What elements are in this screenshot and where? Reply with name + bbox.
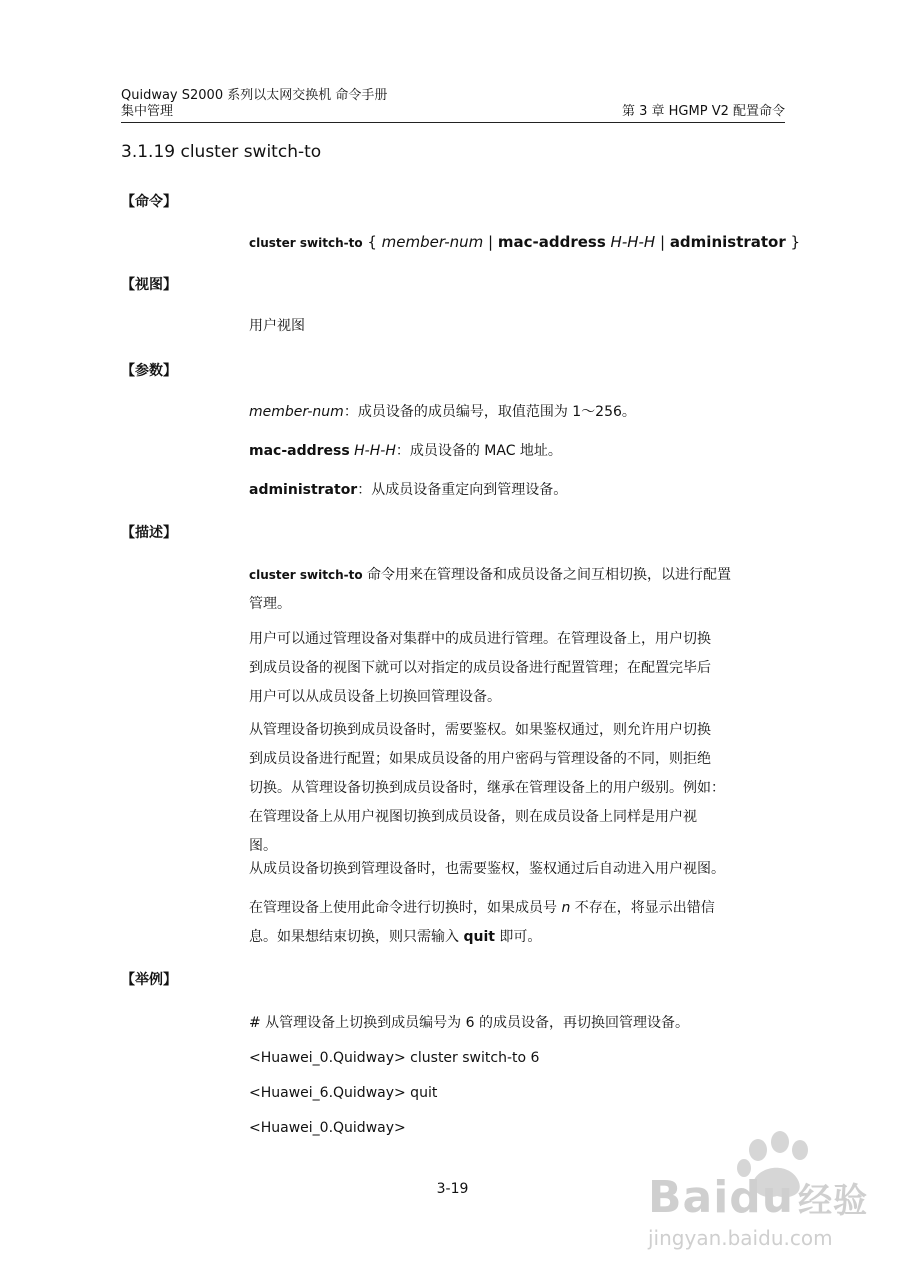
description-p5 xyxy=(249,894,785,952)
param-name: member-num xyxy=(249,404,344,420)
watermark-brand: Baidu xyxy=(648,1172,795,1223)
brace-close: } xyxy=(785,233,801,251)
header-chapter-right: 第 3 章 HGMP V2 配置命令 xyxy=(621,104,785,119)
command-syntax xyxy=(249,233,800,252)
desc-quit-keyword: quit xyxy=(463,929,495,945)
param-desc: ：成员设备的 MAC 地址。 xyxy=(395,443,562,459)
desc-line: 图。 xyxy=(249,838,277,854)
param-desc: ：成员设备的成员编号，取值范围为 1～256。 xyxy=(343,404,636,420)
section-example-heading: 【举例】 xyxy=(121,972,177,988)
header-rule xyxy=(121,122,785,123)
watermark-brand-cn: 经验 xyxy=(798,1181,869,1221)
desc-text: 在管理设备上使用此命令进行切换时，如果成员号 xyxy=(249,900,562,916)
section-description-heading: 【描述】 xyxy=(121,525,177,541)
param-name: administrator xyxy=(249,482,358,498)
example-line: <Huawei_6.Quidway> quit xyxy=(249,1085,438,1101)
param-mac-address xyxy=(249,442,562,460)
desc-line: 用户可以通过管理设备对集群中的成员进行管理。在管理设备上，用户切换 xyxy=(249,631,711,647)
description-p3 xyxy=(249,716,785,861)
desc-text: 息。如果想结束切换，则只需输入 xyxy=(249,929,464,945)
arg-member-num: member-num xyxy=(381,233,484,251)
desc-line: 到成员设备的视图下就可以对指定的成员设备进行配置管理；在配置完毕后 xyxy=(249,660,711,676)
desc-text: 不存在，将显示出错信 xyxy=(570,900,715,916)
desc-keyword: cluster switch-to xyxy=(249,568,363,582)
example-line: <Huawei_0.Quidway> xyxy=(249,1120,406,1136)
kw-administrator: administrator xyxy=(669,233,786,251)
brace-open: { xyxy=(362,233,382,251)
header-chapter-left: 集中管理 xyxy=(121,104,174,119)
desc-line: 管理。 xyxy=(249,596,291,612)
param-name: mac-address xyxy=(249,443,350,459)
desc-line: 用户可以从成员设备上切换回管理设备。 xyxy=(249,689,501,705)
section-title: 3.1.19 cluster switch-to xyxy=(121,142,322,162)
separator: | xyxy=(655,233,670,251)
page-number: 3-19 xyxy=(436,1181,469,1197)
header-title: Quidway S2000 系列以太网交换机 命令手册 xyxy=(121,88,388,103)
description-p4 xyxy=(249,855,785,884)
watermark-url: jingyan.baidu.com xyxy=(648,1226,833,1250)
arg-hhh: H-H-H xyxy=(610,233,656,251)
param-administrator xyxy=(249,481,567,499)
desc-line: 从管理设备切换到成员设备时，需要鉴权。如果鉴权通过，则允许用户切换 xyxy=(249,722,711,738)
desc-line: 切换。从管理设备切换到成员设备时，继承在管理设备上的用户级别。例如： xyxy=(249,780,725,796)
desc-text: 即可。 xyxy=(494,929,542,945)
section-view-heading: 【视图】 xyxy=(121,277,177,293)
desc-line: 命令用来在管理设备和成员设备之间互相切换，以进行配置 xyxy=(362,567,732,583)
command-keyword: cluster switch-to xyxy=(249,236,363,250)
param-suffix: H-H-H xyxy=(354,443,396,459)
desc-line: 在管理设备上从用户视图切换到成员设备，则在成员设备上同样是用户视 xyxy=(249,809,697,825)
desc-italic-n: n xyxy=(561,900,571,916)
description-p1 xyxy=(249,561,785,619)
example-comment: # 从管理设备上切换到成员编号为 6 的成员设备，再切换回管理设备。 xyxy=(249,1015,689,1031)
section-command-heading: 【命令】 xyxy=(121,194,177,210)
desc-line: 从成员设备切换到管理设备时，也需要鉴权，鉴权通过后自动进入用户视图。 xyxy=(249,861,725,877)
baidu-watermark xyxy=(640,1128,870,1253)
param-member-num xyxy=(249,403,636,421)
separator: | xyxy=(483,233,498,251)
kw-mac-address: mac-address xyxy=(497,233,606,251)
param-desc: ：从成员设备重定向到管理设备。 xyxy=(357,482,568,498)
example-line: <Huawei_0.Quidway> cluster switch-to 6 xyxy=(249,1050,540,1066)
description-p2 xyxy=(249,625,785,712)
desc-line: 到成员设备进行配置；如果成员设备的用户密码与管理设备的不同，则拒绝 xyxy=(249,751,711,767)
section-params-heading: 【参数】 xyxy=(121,363,177,379)
view-text: 用户视图 xyxy=(249,318,305,334)
